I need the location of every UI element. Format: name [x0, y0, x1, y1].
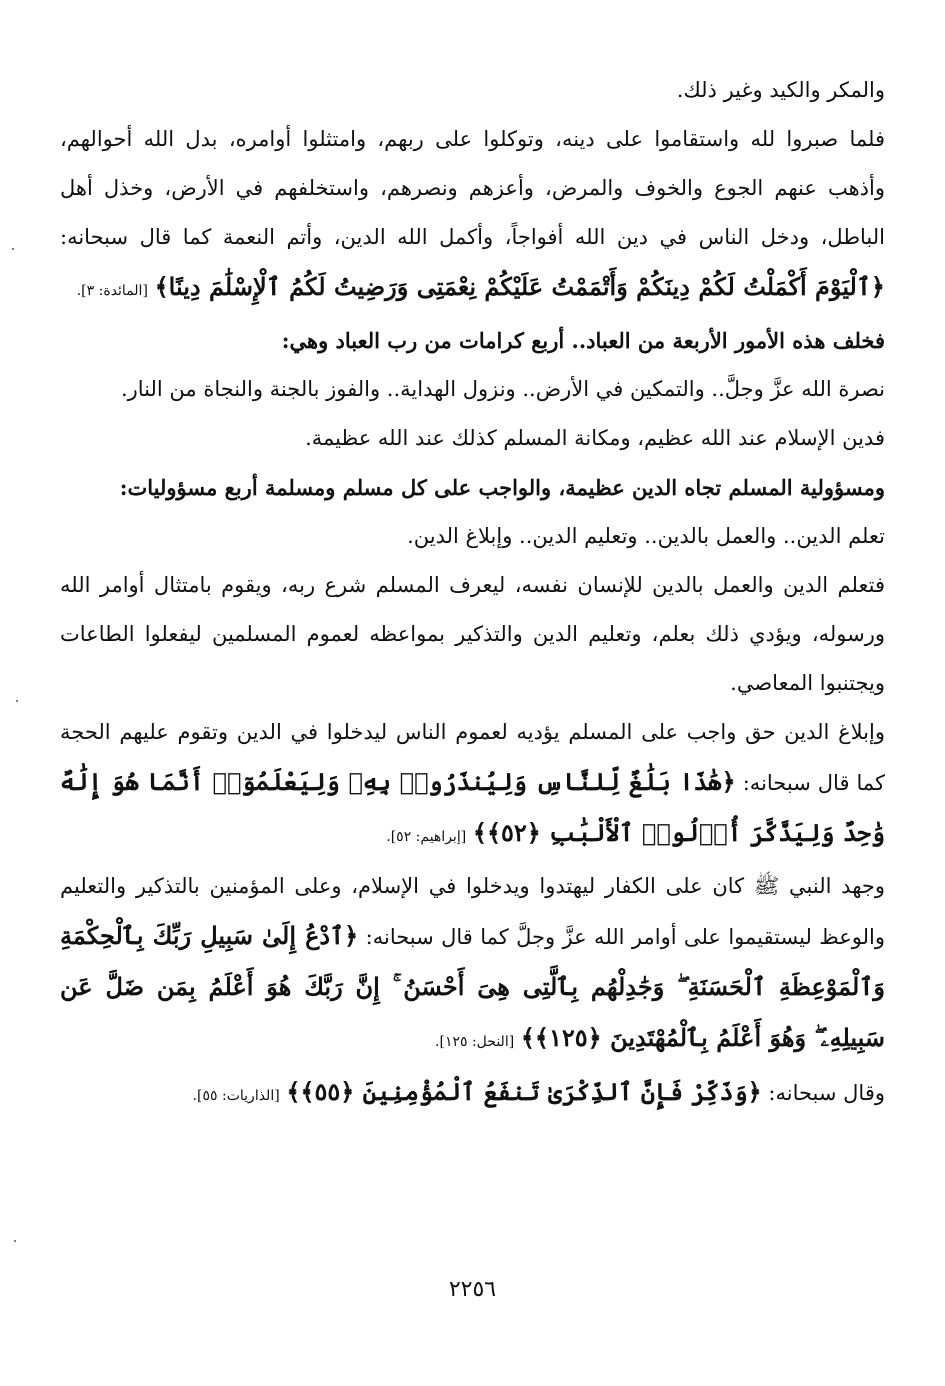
verse-reference: [النحل: ١٢٥].	[435, 1034, 515, 1050]
verse-reference: [إبراهيم: ٥٢].	[386, 829, 467, 845]
quran-verse: ﴿وَذَكِّرْ فَإِنَّ ٱلذِّكْرَىٰ تَنفَعُ ٱلْمُؤْمِنِينَ ﴿٥٥﴾﴾	[286, 1077, 762, 1106]
paragraph-responsibilities-list	[60, 512, 885, 561]
paragraph-closing	[60, 66, 885, 115]
paragraph-text: تعلم الدين.. والعمل بالدين.. وتعليم الدين.. وإبلاغ الدين.	[407, 524, 885, 548]
paragraph-remind	[60, 1067, 885, 1121]
paragraph-steadfastness	[60, 115, 885, 316]
paragraph-text: فدين الإسلام عند الله عظيم، ومكانة المسلم كذلك عند الله عظيمة.	[305, 426, 885, 450]
verse-reference: [المائدة: ٣].	[76, 283, 148, 299]
quran-verse: ﴿هَٰذَا بَلَٰغٌ لِّلنَّاسِ وَلِيُنذَرُوا۟ بِهِۦ وَلِيَعْلَمُوٓا۟ أَنَّمَا هُوَ إِلَٰهٌ وَٰحِدٌ وَلِيَذَّكَّرَ أُو۟لُوا۟ ٱلْأَلْبَٰبِ ﴿٥٢﴾﴾	[60, 767, 885, 847]
paragraph-text: وإبلاغ الدين حق واجب على المسلم يؤديه لعموم الناس ليدخلوا في الدين وتقوم عليهم الحجة كما قال سبحانه:	[60, 720, 886, 795]
paragraph-text: وقال سبحانه:	[768, 1081, 885, 1105]
quran-verse: ﴿ٱدْعُ إِلَىٰ سَبِيلِ رَبِّكَ بِٱلْحِكْمَةِ وَٱلْمَوْعِظَةِ ٱلْحَسَنَةِ ۖ وَجَٰدِلْهُم بِٱلَّتِى هِىَ أَحْسَنُ ۚ إِنَّ رَبَّكَ هُوَ أَعْلَمُ بِمَن ضَلَّ عَن سَبِيلِهِۦ ۖ وَهُوَ أَعْلَمُ بِٱلْمُهْتَدِينَ ﴿١٢٥﴾﴾	[60, 921, 885, 1052]
paragraph-honors-list	[60, 365, 885, 414]
paragraph-responsibilities	[60, 463, 885, 512]
paragraph-text: فتعلم الدين والعمل بالدين للإنسان نفسه، ليعرف المسلم شرع ربه، ويقوم بامتثال أوامر الله ورسوله، ويؤدي ذلك بعلم، وتعليم الدين والتذكير بمواعظه لعموم المسلمين ليفعلوا الطاعات ويجتنبوا المعاصي.	[60, 573, 885, 695]
scan-speck	[14, 1240, 16, 1242]
paragraph-learning	[60, 561, 885, 708]
paragraph-four-honors	[60, 316, 885, 365]
paragraph-text: نصرة الله عزَّ وجلَّ.. والتمكين في الأرض.. ونزول الهداية.. والفوز بالجنة والنجاة من النار.	[120, 377, 885, 401]
paragraph-text: ومسؤولية المسلم تجاه الدين عظيمة، والواجب على كل مسلم ومسلمة أربع مسؤوليات:	[119, 475, 885, 500]
paragraph-text: فلما صبروا لله واستقاموا على دينه، وتوكلوا على ربهم، وامتثلوا أوامره، بدل الله أحوالهم، وأذهب عنهم الجوع والخوف والمرض، وأعزهم ونصرهم، واستخلفهم في الأرض، وخذل أهل الباطل، ودخل الناس في دين الله أفواجاً، وأكمل الله الدين، وأتم النعمة كما قال سبحانه:	[60, 127, 885, 249]
paragraph-conveying	[60, 708, 885, 862]
verse-reference: [الذاريات: ٥٥].	[192, 1088, 280, 1104]
paragraph-prophet-effort	[60, 862, 885, 1067]
paragraph-islam-greatness	[60, 414, 885, 463]
scan-speck	[12, 248, 14, 250]
paragraph-text: وجهد النبي ﷺ كان على الكفار ليهتدوا ويدخلوا في الإسلام، وعلى المؤمنين بالتذكير والتعليم والوعظ ليستقيموا على أوامر الله عزَّ وجلَّ كما قال سبحانه:	[60, 874, 885, 949]
scan-speck	[16, 700, 18, 702]
page-body	[60, 66, 885, 1121]
paragraph-text: فخلف هذه الأمور الأربعة من العباد.. أربع كرامات من رب العباد وهي:	[281, 328, 885, 353]
page-number: ٢٢٥٦	[448, 1277, 497, 1302]
quran-verse: ﴿ٱلْيَوْمَ أَكْمَلْتُ لَكُمْ دِينَكُمْ وَأَتْمَمْتُ عَلَيْكُمْ نِعْمَتِى وَرَضِيتُ لَكُمُ ٱلْإِسْلَٰمَ دِينًا﴾	[154, 272, 885, 301]
paragraph-text: والمكر والكيد وغير ذلك.	[676, 78, 885, 102]
